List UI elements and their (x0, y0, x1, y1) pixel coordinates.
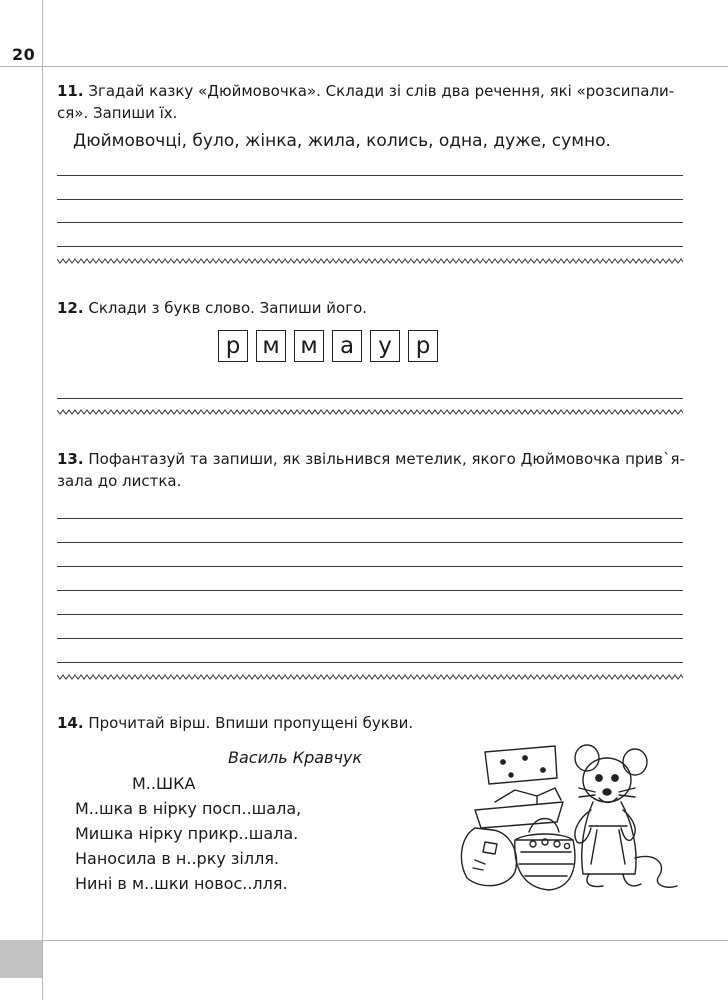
letter-boxes (218, 330, 438, 362)
writing-line[interactable] (57, 199, 683, 200)
task-11-prompt (57, 80, 687, 124)
task-12-number: 12. (57, 299, 84, 317)
task-12-text: Склади з букв слово. Запиши його. (88, 299, 368, 317)
letter-box: р (408, 330, 438, 362)
writing-line[interactable] (57, 518, 683, 519)
zigzag-divider (57, 257, 683, 265)
task-14-text: Прочитай вірш. Впиши пропущені букви. (88, 714, 414, 732)
task-13-prompt (57, 448, 687, 492)
writing-line[interactable] (57, 246, 683, 247)
writing-line[interactable] (57, 590, 683, 591)
writing-line[interactable] (57, 542, 683, 543)
task-14-number: 14. (57, 714, 84, 732)
poem-author: Василь Кравчук (228, 748, 363, 767)
task-11-words: Дюймовочці, було, жінка, жила, колись, одна, дуже, сумно. (73, 131, 611, 151)
margin-rule (42, 0, 43, 1000)
task-11-line1: Згадай казку «Дюймовочка». Склади зі слів два речення, які «розсипали- (88, 82, 675, 100)
task-12-prompt (57, 297, 367, 319)
writing-line[interactable] (57, 662, 683, 663)
letter-box: м (294, 330, 324, 362)
poem-line: М..шка в нірку посп..шала, (75, 799, 302, 818)
poem-line: Нині в м..шки новос..лля. (75, 874, 288, 893)
task-13-line2: зала до листка. (57, 472, 182, 490)
writing-line[interactable] (57, 175, 683, 176)
poem-line: Наносила в н..рку зілля. (75, 849, 280, 868)
writing-line[interactable] (57, 638, 683, 639)
poem-line: Мишка нірку прикр..шала. (75, 824, 299, 843)
mouse-illustration (445, 740, 680, 895)
writing-line[interactable] (57, 566, 683, 567)
letter-box: у (370, 330, 400, 362)
task-13-number: 13. (57, 450, 84, 468)
writing-line[interactable] (57, 614, 683, 615)
page-number: 20 (12, 45, 36, 64)
header-rule (0, 66, 728, 67)
zigzag-divider (57, 408, 683, 416)
letter-box: а (332, 330, 362, 362)
letter-box: р (218, 330, 248, 362)
task-14-prompt (57, 712, 413, 734)
zigzag-divider (57, 673, 683, 681)
poem-title: М..ШКА (132, 774, 196, 793)
poem-body (75, 796, 301, 896)
task-11-number: 11. (57, 82, 84, 100)
letter-box: м (256, 330, 286, 362)
footer-rule (0, 940, 728, 941)
corner-tab (0, 940, 42, 978)
writing-line[interactable] (57, 222, 683, 223)
task-11-line2: ся». Запиши їх. (57, 104, 178, 122)
writing-line[interactable] (57, 398, 683, 399)
task-13-line1: Пофантазуй та запиши, як звільнився метелик, якого Дюймовочка прив`я- (88, 450, 685, 468)
